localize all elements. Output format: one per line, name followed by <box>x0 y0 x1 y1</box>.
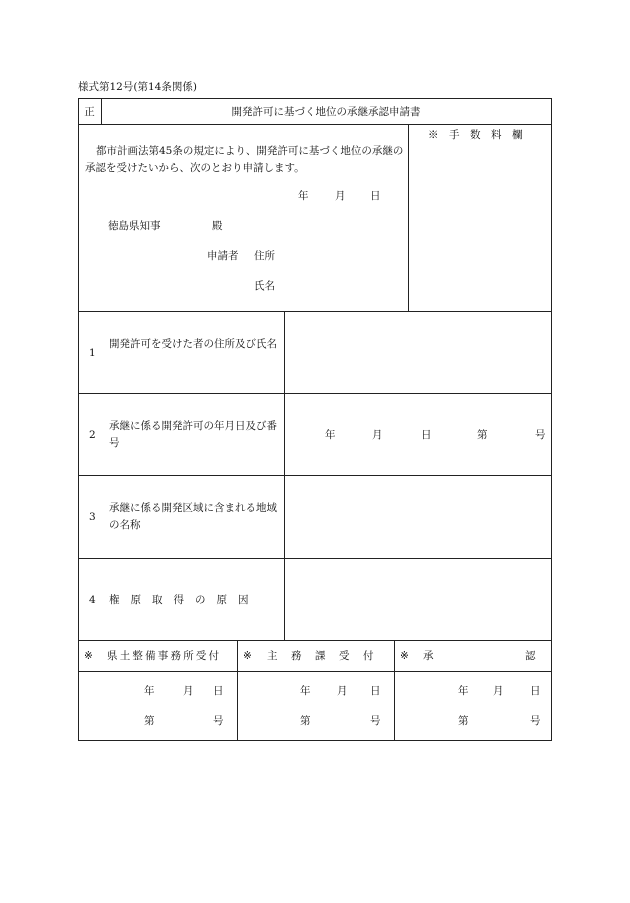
date-year-label: 年 <box>298 190 309 202</box>
footer-asterisk: ※ <box>84 650 93 662</box>
table-border-bottom <box>78 740 552 741</box>
item-label: 権原取得の原因 <box>109 594 260 606</box>
approval-stamp-area[interactable] <box>395 672 551 740</box>
approval-day: 日 <box>530 685 541 697</box>
title-row-bottom <box>78 124 552 125</box>
footer-approval-label-end: 認 <box>525 650 536 662</box>
footer-asterisk: ※ <box>243 650 252 662</box>
date-month-label: 月 <box>335 190 346 202</box>
office-receipt-stamp-area[interactable] <box>79 672 237 740</box>
item-date-day: 日 <box>421 429 432 441</box>
table-border-right <box>551 98 552 741</box>
footer-section-receipt-label: 主務課受付 <box>267 650 387 662</box>
receipt-number-suffix: 号 <box>370 715 381 727</box>
item-number: 4 <box>89 594 96 606</box>
item-number: 1 <box>89 347 96 359</box>
item-number: 2 <box>89 429 96 441</box>
fee-label-text: ※ 手 数 料 欄 <box>428 129 523 141</box>
table-border-left <box>78 98 79 741</box>
approval-month: 月 <box>493 685 504 697</box>
item-value-field[interactable] <box>285 394 551 475</box>
footer-approval-label-start: 承 <box>423 650 434 662</box>
address-label: 住所 <box>254 250 275 262</box>
item-permit-number-prefix: 第 <box>477 429 488 441</box>
footer-office-receipt-label: 県土整備事務所受付 <box>107 650 222 662</box>
date-day-label: 日 <box>370 190 381 202</box>
form-number: 様式第12号(第14条関係) <box>78 81 197 93</box>
name-label: 氏名 <box>254 280 275 292</box>
receipt-number-prefix: 第 <box>300 715 311 727</box>
receipt-number-suffix: 号 <box>213 715 224 727</box>
receipt-day: 日 <box>213 685 224 697</box>
fee-stamp-area[interactable] <box>409 143 551 310</box>
receipt-year: 年 <box>144 685 155 697</box>
approval-number-suffix: 号 <box>530 715 541 727</box>
item-label: 承継に係る開発区域に含まれる地域の名称 <box>109 502 277 531</box>
receipt-month: 月 <box>337 685 348 697</box>
receipt-month: 月 <box>183 685 194 697</box>
application-statement: 都市計画法第45条の規定により、開発許可に基づく地位の承継の承認を受けたいから、次のとおり申請します。 <box>85 145 404 174</box>
item-value-field[interactable] <box>285 476 551 558</box>
items-section-bottom <box>78 640 552 641</box>
footer-asterisk: ※ <box>400 650 409 662</box>
item-date-year: 年 <box>325 429 336 441</box>
fee-label <box>428 128 531 142</box>
table-border-top <box>78 98 552 99</box>
approval-year: 年 <box>458 685 469 697</box>
form-title: 開発許可に基づく地位の承継承認申請書 <box>231 106 421 118</box>
section-receipt-stamp-area[interactable] <box>238 672 394 740</box>
receipt-number-prefix: 第 <box>144 715 155 727</box>
item-permit-number-suffix: 号 <box>535 429 546 441</box>
item-date-month: 月 <box>372 429 383 441</box>
receipt-year: 年 <box>300 685 311 697</box>
applicant-label: 申請者 <box>207 250 239 262</box>
item-number: 3 <box>89 511 96 523</box>
approval-number-prefix: 第 <box>458 715 469 727</box>
item-value-field[interactable] <box>285 559 551 640</box>
item-label: 承継に係る開発許可の年月日及び番号 <box>109 420 277 449</box>
item-label: 開発許可を受けた者の住所及び氏名 <box>109 338 277 350</box>
item-value-field[interactable] <box>285 312 551 393</box>
copy-mark: 正 <box>84 106 95 118</box>
receipt-day: 日 <box>370 685 381 697</box>
honorific: 殿 <box>212 220 223 232</box>
addressee: 徳島県知事 <box>108 220 161 232</box>
